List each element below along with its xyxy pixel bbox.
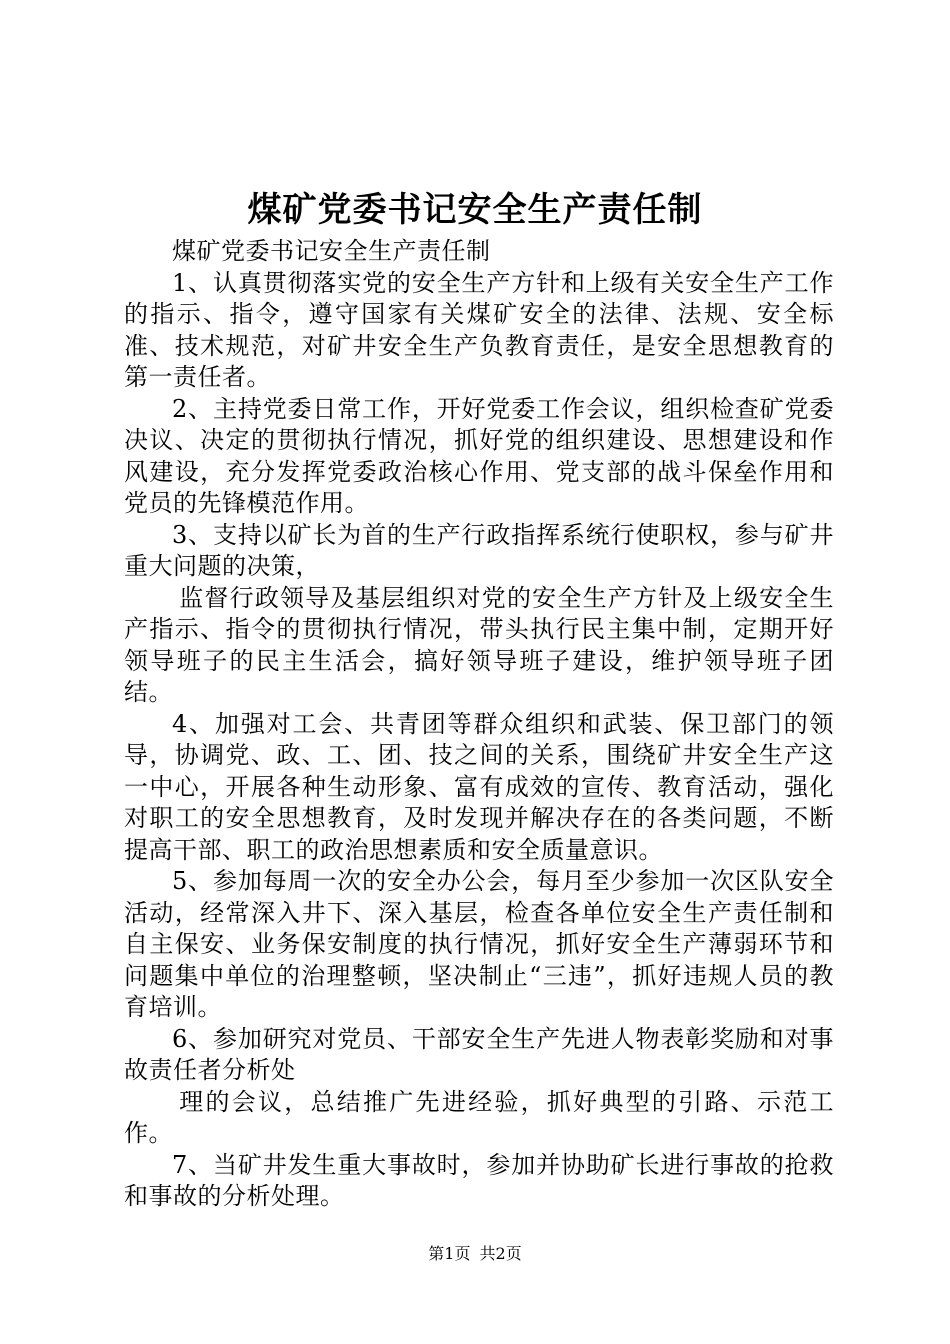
paragraph-3-continued: 监督行政领导及基层组织对党的安全生产方针及上级安全生产指示、指令的贯彻执行情况，带头执行民主集中制，定期开好领导班子的民主生活会，搞好领导班子建设，维护领导班子团结。 xyxy=(124,583,834,706)
paragraph-1: 1、认真贯彻落实党的安全生产方针和上级有关安全生产工作的指示、指令，遵守国家有关煤矿安全的法律、法规、安全标准、技术规范，对矿井安全生产负教育责任，是安全思想教育的第一责任者。 xyxy=(124,268,834,391)
paragraph-6-continued: 理的会议，总结推广先进经验，抓好典型的引路、示范工作。 xyxy=(124,1087,834,1147)
page-number: 第1页 xyxy=(428,1244,471,1263)
document-title: 煤矿党委书记安全生产责任制 xyxy=(247,190,703,230)
paragraph-7: 7、当矿井发生重大事故时，参加并协助矿长进行事故的抢救和事故的分析处理。 xyxy=(124,1150,834,1210)
document-body xyxy=(124,236,834,1213)
paragraph-5: 5、参加每周一次的安全办公会，每月至少参加一次区队安全活动，经常深入井下、深入基层，检查各单位安全生产责任制和自主保安、业务保安制度的执行情况，抓好安全生产薄弱环节和问题集中单位的治理整顿，坚决制止“三违”，抓好违规人员的教育培训。 xyxy=(124,867,834,1021)
page-footer xyxy=(0,1244,950,1264)
paragraph-4: 4、加强对工会、共青团等群众组织和武装、保卫部门的领导，协调党、政、工、团、技之间的关系，围绕矿井安全生产这一中心，开展各种生动形象、富有成效的宣传、教育活动，强化对职工的安全思想教育，及时发现并解决存在的各类问题，不断提高干部、职工的政治思想素质和安全质量意识。 xyxy=(124,709,834,864)
paragraph-3: 3、支持以矿长为首的生产行政指挥系统行使职权，参与矿井重大问题的决策， xyxy=(124,520,834,580)
paragraph-2: 2、主持党委日常工作，开好党委工作会议，组织检查矿党委决议、决定的贯彻执行情况，抓好党的组织建设、思想建设和作风建设，充分发挥党委政治核心作用、党支部的战斗保垒作用和党员的先锋模范作用。 xyxy=(124,394,834,517)
document-subtitle: 煤矿党委书记安全生产责任制 xyxy=(172,237,491,265)
paragraph-6: 6、参加研究对党员、干部安全生产先进人物表彰奖励和对事故责任者分析处 xyxy=(124,1024,834,1084)
page-total: 共2页 xyxy=(479,1244,522,1263)
